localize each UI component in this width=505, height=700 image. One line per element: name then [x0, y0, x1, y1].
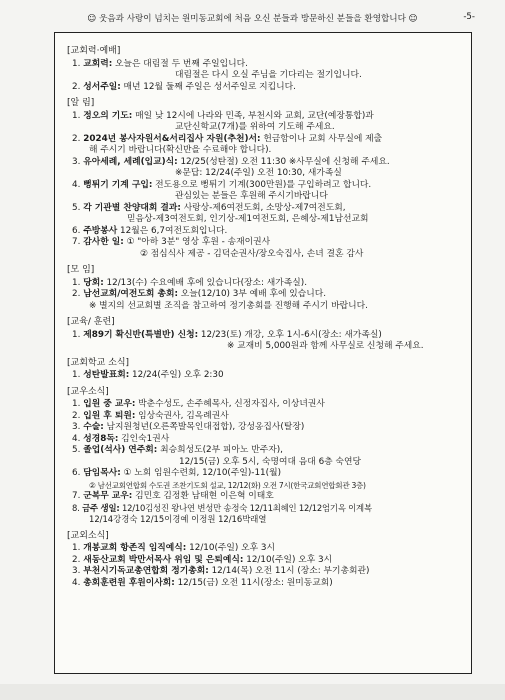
notice-item-1: [67, 111, 463, 123]
item-number: 6.: [72, 468, 81, 478]
item-label: 제89기 확신반(특별반) 신청:: [83, 329, 199, 340]
item-number: 7.: [72, 491, 81, 501]
item-number: 7.: [72, 237, 81, 247]
member-item-3: [67, 422, 463, 434]
item-label: 성경8독:: [83, 433, 119, 444]
education-item-1: [67, 330, 463, 342]
notice-item-3-cont: ※문답: 12/24(주일) 오전 10:30, 새가족실: [175, 168, 342, 178]
item-number: 3.: [72, 566, 81, 576]
member-item-2: [67, 411, 463, 423]
item-number: 2.: [72, 81, 81, 92]
item-text: 12/10김성진 왕나연 변성만 송정숙 12/11최혜인 12/12엄기옥 이계복: [121, 502, 372, 513]
item-label: 성탄발표회:: [83, 370, 130, 380]
item-label: 담임목사:: [83, 468, 121, 478]
item-number: 2.: [72, 289, 81, 299]
section-title-members: [교우소식]: [67, 386, 109, 397]
liturgy-item-2: [67, 82, 463, 94]
member-item-6: [67, 468, 463, 480]
item-label: 새동산교회 박만서목사 위임 및 은퇴예식:: [83, 554, 244, 565]
item-number: 4.: [72, 577, 81, 588]
section-members: [67, 387, 463, 526]
section-outside: [67, 531, 463, 590]
notice-item-7: [67, 237, 463, 249]
item-label: 졸업(석사) 연주회:: [83, 445, 158, 455]
item-number: 6.: [72, 225, 81, 236]
item-number: 2.: [72, 554, 81, 565]
item-text: 남지원청년(오른쪽발목인대접합), 강성옹집사(탈장): [106, 422, 305, 432]
meeting-item-2: [67, 289, 463, 301]
meeting-note: ※ 별지의 선교회별 조직을 참고하여 정기총회를 진행해 주시기 바랍니다.: [89, 300, 368, 311]
member-item-8: [67, 503, 463, 515]
item-label: 부천시기독교총연합회 정기총회:: [83, 566, 209, 576]
item-label: 총회훈련원 후원이사회:: [83, 577, 175, 588]
item-text: 12/25(성탄절) 오전 11:30 ※사무실에 신청해 주세요.: [180, 156, 390, 167]
outside-item-2: [67, 555, 463, 567]
item-text: 임상숙권사, 김옥례권사: [138, 410, 229, 421]
item-text: 12/15(금) 오전 11시(장소: 원미동교회): [177, 577, 333, 588]
item-label: 남선교회/여전도회 총회:: [83, 289, 178, 299]
item-number: 4.: [72, 179, 81, 190]
item-label: 수술:: [83, 422, 104, 432]
item-text: 헌금함이나 교회 사무실에 제출: [263, 133, 383, 144]
section-title-notices: [알 림]: [67, 98, 95, 108]
item-number: 1.: [72, 370, 81, 380]
member-item-8-cont: 12/14강경숙 12/15이경예 이정원 12/16박래열: [89, 514, 267, 524]
item-number: 1.: [72, 277, 81, 288]
item-label: 주방봉사: [83, 225, 118, 236]
item-label: 뻥튀기 기계 구입:: [83, 179, 153, 190]
member-item-5-cont: 12/15(금) 오후 5시, 숙명여대 음대 6층 숙연당: [179, 456, 361, 467]
item-number: 1.: [72, 329, 81, 340]
section-meetings: [67, 265, 463, 312]
item-number: 1.: [72, 110, 81, 121]
section-title-liturgy: [교회력·예배]: [67, 46, 121, 56]
item-text: 매년 12월 둘째 주일은 성서주일로 지킵니다.: [123, 81, 296, 92]
section-liturgy: [67, 46, 463, 93]
item-label: 당회:: [83, 277, 104, 288]
item-number: 1.: [72, 543, 81, 553]
item-number: 8.: [72, 502, 80, 513]
section-school: [67, 358, 463, 382]
item-label: 입원 중 교우:: [83, 399, 136, 409]
notice-item-7-cont: ② 점심식사 제공 - 김덕순권사/장오숙집사, 손녀 결혼 감사: [140, 248, 364, 259]
item-number: 3.: [72, 422, 81, 432]
member-item-7: [67, 491, 463, 503]
item-label: 개봉교회 항존직 임직예식:: [83, 543, 187, 553]
notice-item-2-cont: 해 주시기 바랍니다(확신반을 수료해야 합니다).: [89, 145, 272, 155]
item-label: 감사한 일:: [83, 237, 124, 247]
item-text: 박춘수성도, 손주혜목사, 신정자집사, 이상녀권사: [138, 399, 325, 409]
meeting-item-1: [67, 278, 463, 290]
bulletin-content: [67, 46, 463, 589]
liturgy-item-1-cont: 대림절은 다시 오실 주님을 기다리는 절기입니다.: [175, 70, 362, 80]
notice-item-5: [67, 203, 463, 215]
item-text: ① 노회 임원수련회, 12/10(주일)-11(월): [123, 468, 282, 478]
item-number: 5.: [72, 445, 81, 455]
item-label: 금주 생일:: [82, 502, 120, 513]
bulletin-box: [54, 32, 472, 674]
item-number: 2.: [72, 133, 81, 144]
item-label: 교회력:: [83, 58, 113, 69]
item-number: 5.: [72, 202, 81, 213]
item-text: 오늘은 대림절 두 번째 주일입니다.: [115, 58, 248, 69]
school-item-1: [67, 370, 463, 382]
item-label: 2024년 봉사자원서&서리집사 자원(추천)서:: [83, 133, 261, 144]
item-number: 1.: [72, 399, 81, 409]
item-text: 12/13(수) 수요예배 후에 있습니다(장소: 새가족실).: [106, 277, 308, 288]
member-item-6-cont: ② 남선교회연합회 수도권 조찬기도회 설교, 12/12(화) 오전 7시(한국교회연합회관 3층): [89, 480, 366, 490]
item-text: 김인숙1권사: [121, 433, 170, 444]
outside-item-4: [67, 578, 463, 590]
item-text: 12/23(토) 개강, 오후 1시-6시(장소: 새가족실): [200, 329, 382, 340]
notice-item-3: [67, 157, 463, 169]
item-text: 김민호 김정환 남태현 이은혁 이태호: [135, 491, 274, 501]
notice-item-2: [67, 134, 463, 146]
member-item-1: [67, 399, 463, 411]
section-education: [67, 317, 463, 353]
item-label: 정오의 기도:: [83, 110, 133, 121]
section-title-education: [교육/ 훈련]: [67, 317, 115, 327]
section-title-school: [교회학교 소식]: [67, 357, 130, 368]
item-text: ① "아하 3분" 영상 후원 - 송재이권사: [126, 237, 271, 247]
liturgy-item-1: [67, 59, 463, 71]
item-number: 1.: [72, 58, 81, 69]
item-number: 3.: [72, 156, 81, 167]
item-number: 4.: [72, 433, 81, 444]
item-label: 각 기관별 찬양대회 결과:: [83, 202, 181, 213]
section-title-outside: [교외소식]: [67, 530, 109, 541]
notice-item-1-cont: 교단신학교(7개)를 위하여 기도해 주세요.: [175, 122, 335, 132]
notice-item-4: [67, 180, 463, 192]
education-note: ※ 교재비 5,000원과 함께 사무실로 신청해 주세요.: [227, 341, 424, 351]
section-notices: [67, 98, 463, 260]
item-text: 12/10(주일) 오후 3시: [246, 554, 333, 565]
item-label: 성서주일:: [83, 81, 121, 92]
outside-item-3: [67, 566, 463, 578]
item-text: 매일 낮 12시에 나라와 민족, 부천시와 교회, 교단(예장통합)과: [135, 110, 374, 121]
page-header: [0, 12, 505, 24]
member-item-4: [67, 434, 463, 446]
notice-item-5-cont: 믿음상-제3여전도회, 인기상-제1여전도회, 은혜상-제1남선교회: [127, 214, 369, 224]
item-text: 12월은 6,7여전도회입니다.: [120, 225, 228, 236]
outside-item-1: [67, 543, 463, 555]
item-label: 군복무 교우:: [83, 491, 133, 501]
notice-item-4-cont: 관심있는 분들은 후원해 주시기바랍니다: [175, 191, 328, 201]
page-bottom-edge: [0, 684, 505, 700]
item-text: 12/24(주일) 오후 2:30: [132, 370, 224, 380]
item-text: 오늘(12/10) 3부 예배 후에 있습니다.: [180, 289, 327, 299]
item-text: 최승희성도(2부 피아노 반주자),: [160, 445, 283, 455]
member-item-5: [67, 445, 463, 457]
item-label: 입원 후 퇴원:: [83, 410, 136, 421]
section-title-meetings: [모 임]: [67, 265, 95, 275]
item-text: 전도용으로 뻥튀기 기계(300만원)를 구입하려고 합니다.: [155, 179, 372, 190]
item-text: 12/14(목) 오전 11시 (장소: 부기총회관): [211, 566, 370, 576]
notice-item-6: [67, 226, 463, 238]
page-number: -5-: [463, 12, 475, 22]
item-text: 사랑상-제6여전도회, 소망상-제7여전도회,: [183, 202, 346, 213]
item-label: 유아세례, 세례(입교)식:: [83, 156, 178, 167]
item-text: 12/10(주일) 오후 3시: [189, 543, 276, 553]
item-number: 2.: [72, 410, 81, 421]
header-text: ☺ 웃음과 사랑이 넘치는 원미동교회에 처음 오신 분들과 방문하신 분들을 환영합니다 ☺: [87, 14, 418, 24]
